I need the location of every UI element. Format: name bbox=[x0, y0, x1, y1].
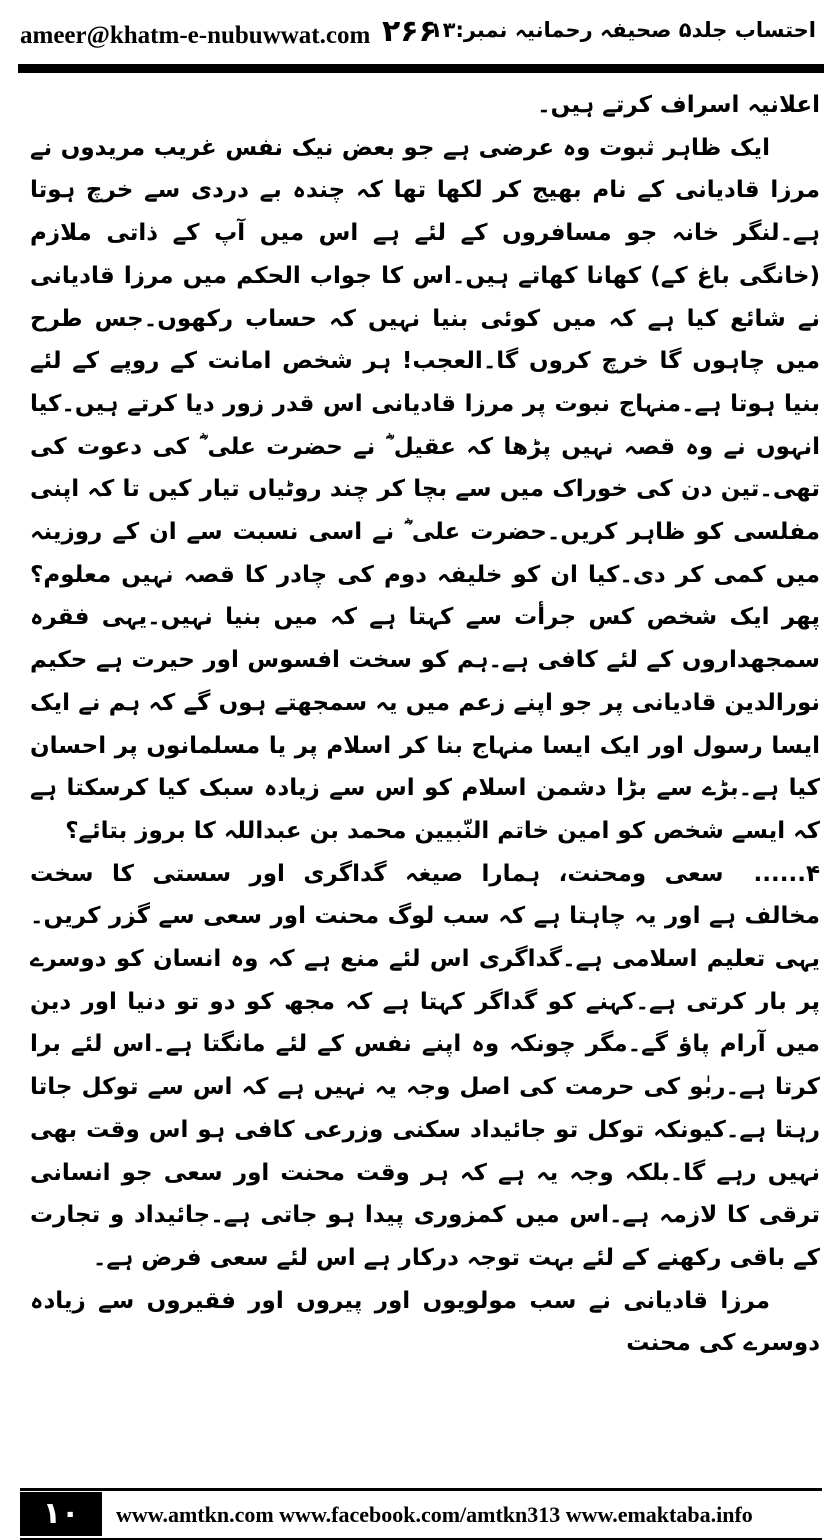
page-body bbox=[30, 84, 820, 1456]
paragraph-2: ایک ظاہر ثبوت وہ عرضی ہے جو بعض نیک نفس غریب مریدوں نے مرزا قادیانی کے نام بھیج کر لکھا تھا کہ چندہ بے دردی سے خرچ ہوتا ہے۔لنگر خانہ جو مسافروں کے لئے ہے اس میں آپ کے ذاتی ملازم (خانگی باغ کے) کھانا کھاتے ہیں۔اس کا جواب الحکم میں مرزا قادیانی نے شائع کیا ہے کہ میں کوئی بنیا نہیں کہ حساب رکھوں۔جس طرح میں چاہوں گا خرچ کروں گا۔العجب! ہر شخص امانت کے روپے کے لئے بنیا ہوتا ہے۔منہاج نبوت پر مرزا قادیانی اس قدر زور دیا کرتے ہیں۔کیا انہوں نے وہ قصہ نہیں پڑھا کہ عقیل ؓ نے حضرت علی ؓ کی دعوت کی تھی۔تین دن کی خوراک میں سے بچا کر چند روٹیاں تیار کیں تا کہ اپنی مفلسی کو ظاہر کریں۔حضرت علی ؓ نے اسی نسبت سے ان کے روزینہ میں کمی کر دی۔کیا ان کو خلیفہ دوم کی چادر کا قصہ نہیں معلوم؟ پھر ایک شخص کس جرأت سے کہتا ہے کہ میں بنیا نہیں۔یہی فقرہ سمجھداروں کے لئے کافی ہے۔ہم کو سخت افسوس اور حیرت ہے حکیم نورالدین قادیانی پر جو اپنے زعم میں یہ سمجھتے ہوں گے کہ ہم نے ایک ایسا رسول اور ایک ایسا منہاج بنا کر اسلام پر یا مسلمانوں پر احسان کیا ہے۔بڑے سے بڑا دشمن اسلام کو اس سے زیادہ سبک کیا کرسکتا ہے کہ ایسے شخص کو امین خاتم النّبیین محمد بن عبداللہ کا بروز بتائے؟ bbox=[30, 134, 820, 844]
header-rule bbox=[18, 64, 824, 73]
footer-page-number: ۱۰ bbox=[20, 1492, 102, 1536]
footer-rule bbox=[20, 1488, 822, 1491]
paragraph-1: اعلانیہ اسراف کرتے ہیں۔ bbox=[537, 92, 820, 118]
list-marker: ۴...... bbox=[753, 860, 820, 887]
paragraph-4: مرزا قادیانی نے سب مولویوں اور پیروں اور فقیروں سے زیادہ دوسرے کی محنت bbox=[30, 1287, 820, 1357]
page-header bbox=[0, 0, 840, 64]
paragraph-3 bbox=[30, 853, 820, 1280]
header-page-number: ۲۶۶ bbox=[382, 14, 437, 49]
footer-links: www.amtkn.com www.facebook.com/amtkn313 www.emaktaba.info bbox=[116, 1502, 753, 1527]
footer-bar bbox=[20, 1492, 822, 1540]
header-email: ameer@khatm-e-nubuwwat.com bbox=[20, 22, 371, 49]
paragraph-3-text: سعی ومحنت، ہمارا صیغہ گداگری اور سستی کا سخت مخالف ہے اور یہ چاہتا ہے کہ سب لوگ محنت اور سعی سے گزر کریں۔یہی تعلیم اسلامی ہے۔گداگری اس لئے منع ہے کہ وہ انسان کو دوسرے پر بار کرتی ہے۔کہنے کو گداگر کہتا ہے کہ مجھ کو دو تو دنیا اور دین میں آرام پاؤ گے۔مگر چونکہ وہ اپنے نفس کے لئے مانگتا ہے۔اس لئے برا کرتا ہے۔ربٰو کی حرمت کی اصل وجہ یہ نہیں ہے کہ اس سے توکل جاتا رہتا ہے۔کیونکہ توکل تو جائیداد سکنی وزرعی کافی ہو اس وقت بھی نہیں رہے گا۔بلکہ وجہ یہ ہے کہ ہر وقت محنت اور سعی جو انسانی ترقی کا لازمہ ہے۔اس میں کمزوری پیدا ہو جاتی ہے۔جائیداد و تجارت کے باقی رکھنے کے لئے بہت توجہ درکار ہے اس لئے سعی فرض ہے۔ bbox=[30, 860, 820, 1271]
page-footer bbox=[0, 1484, 840, 1540]
header-book-title: احتساب جلد۵ صحیفہ رحمانیہ نمبر:۱۳ bbox=[429, 18, 816, 42]
